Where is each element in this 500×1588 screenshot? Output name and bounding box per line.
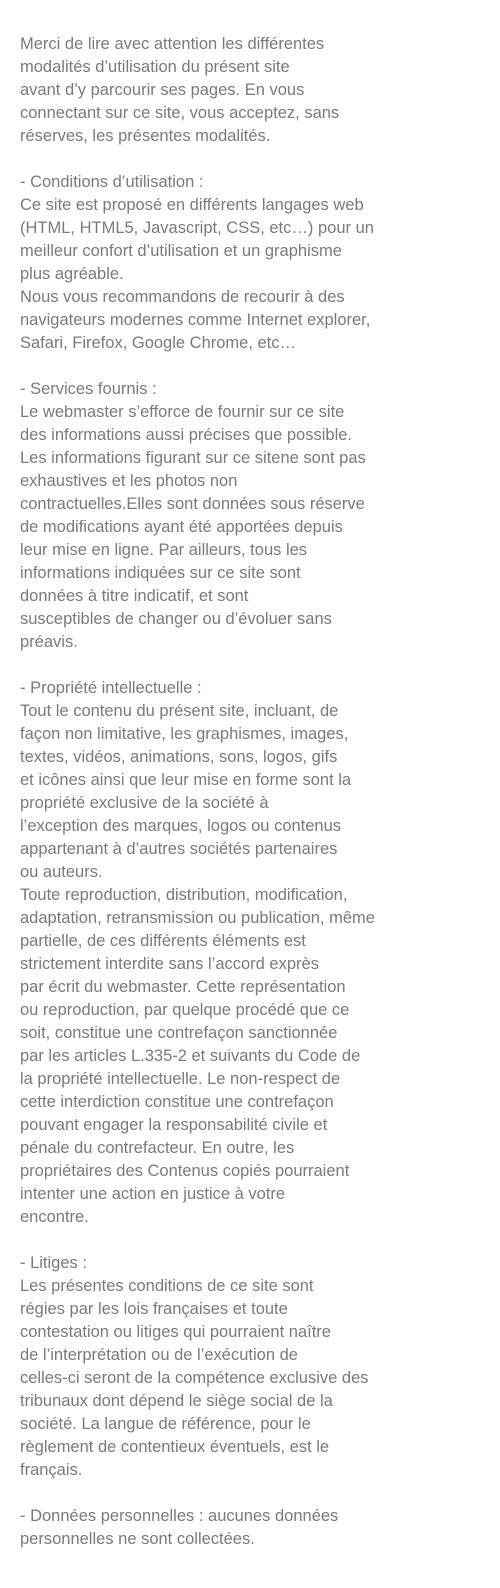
text-line: intenter une action en justice à votre	[20, 1185, 286, 1203]
text-line: ou reproduction, par quelque procédé que ce	[20, 1001, 350, 1019]
text-line: avant d’y parcourir ses pages. En vous	[20, 81, 305, 99]
text-line: régies par les lois françaises et toute	[20, 1300, 288, 1318]
text-line: la propriété intellectuelle. Le non-respect de	[20, 1070, 341, 1088]
text-line: adaptation, retransmission ou publication, même	[20, 909, 375, 927]
paragraph-gap	[20, 148, 490, 171]
paragraph-gap	[20, 654, 490, 677]
text-line: propriété exclusive de la société à	[20, 794, 269, 812]
text-line: propriétaires des Contenus copiés pourraient	[20, 1162, 350, 1180]
text-line: celles-ci seront de la compétence exclusive des	[20, 1369, 369, 1387]
text-line: Les informations figurant sur ce sitene sont pas	[20, 449, 366, 467]
section-heading: - Litiges :	[20, 1254, 87, 1272]
text-line: des informations aussi précises que possible.	[20, 426, 353, 444]
paragraph-gap	[20, 355, 490, 378]
text-line: préavis.	[20, 633, 78, 651]
text-line: meilleur confort d’utilisation et un graphisme	[20, 242, 342, 260]
text-line: de modifications ayant été apportées depuis	[20, 518, 343, 536]
text-line: Toute reproduction, distribution, modification,	[20, 886, 348, 904]
text-line: données à titre indicatif, et sont	[20, 587, 249, 605]
text-line: susceptibles de changer ou d’évoluer sans	[20, 610, 332, 628]
text-line: Merci de lire avec attention les différentes	[20, 35, 325, 53]
text-line: Tout le contenu du présent site, incluant, de	[20, 702, 339, 720]
disputes-section	[20, 1252, 490, 1482]
text-line: plus agréable.	[20, 265, 124, 283]
personal-data-section	[20, 1505, 490, 1551]
text-line: par les articles L.335-2 et suivants du Code de	[20, 1047, 361, 1065]
text-line: pénale du contrefacteur. En outre, les	[20, 1139, 295, 1157]
text-line: cette interdiction constitue une contrefaçon	[20, 1093, 334, 1111]
section-heading: - Services fournis :	[20, 380, 157, 398]
text-line: par écrit du webmaster. Cette représentation	[20, 978, 346, 996]
text-line: Les présentes conditions de ce site sont	[20, 1277, 314, 1295]
text-line: - Données personnelles : aucunes données	[20, 1507, 339, 1525]
text-line: Nous vous recommandons de recourir à des	[20, 288, 345, 306]
text-line: leur mise en ligne. Par ailleurs, tous les	[20, 541, 308, 559]
text-line: façon non limitative, les graphismes, images,	[20, 725, 349, 743]
intro-paragraph	[20, 33, 490, 148]
text-line: règlement de contentieux éventuels, est le	[20, 1438, 330, 1456]
text-line: exhaustives et les photos non	[20, 472, 238, 490]
text-line: informations indiquées sur ce site sont	[20, 564, 301, 582]
text-line: société. La langue de référence, pour le	[20, 1415, 311, 1433]
text-line: contestation ou litiges qui pourraient naître	[20, 1323, 331, 1341]
text-line: connectant sur ce site, vous acceptez, sans	[20, 104, 340, 122]
property-section	[20, 677, 490, 1229]
text-line: de l’interprétation ou de l’exécution de	[20, 1346, 298, 1364]
conditions-section	[20, 171, 490, 355]
section-heading: - Propriété intellectuelle :	[20, 679, 202, 697]
text-line: et icônes ainsi que leur mise en forme sont la	[20, 771, 352, 789]
text-line: partielle, de ces différents éléments est	[20, 932, 306, 950]
text-line: appartenant à d’autres sociétés partenaires	[20, 840, 338, 858]
legal-notice	[20, 33, 490, 1551]
text-line: Ce site est proposé en différents langages web	[20, 196, 364, 214]
text-line: pouvant engager la responsabilité civile et	[20, 1116, 328, 1134]
section-heading: - Conditions d’utilisation :	[20, 173, 204, 191]
text-line: ou auteurs.	[20, 863, 103, 881]
text-line: encontre.	[20, 1208, 89, 1226]
text-line: textes, vidéos, animations, sons, logos, gifs	[20, 748, 338, 766]
text-line: Safari, Firefox, Google Chrome, etc…	[20, 334, 297, 352]
paragraph-gap	[20, 1229, 490, 1252]
text-line: (HTML, HTML5, Javascript, CSS, etc…) pour un	[20, 219, 374, 237]
text-line: navigateurs modernes comme Internet explorer,	[20, 311, 371, 329]
text-line: contractuelles.Elles sont données sous réserve	[20, 495, 365, 513]
text-line: français.	[20, 1461, 83, 1479]
text-line: soit, constitue une contrefaçon sanctionnée	[20, 1024, 338, 1042]
text-line: réserves, les présentes modalités.	[20, 127, 271, 145]
text-line: l’exception des marques, logos ou contenus	[20, 817, 342, 835]
paragraph-gap	[20, 1482, 490, 1505]
text-line: Le webmaster s’efforce de fournir sur ce site	[20, 403, 345, 421]
text-line: personnelles ne sont collectées.	[20, 1530, 255, 1548]
text-line: strictement interdite sans l’accord exprès	[20, 955, 319, 973]
text-line: tribunaux dont dépend le siège social de la	[20, 1392, 333, 1410]
text-line: modalités d’utilisation du présent site	[20, 58, 290, 76]
services-section	[20, 378, 490, 654]
